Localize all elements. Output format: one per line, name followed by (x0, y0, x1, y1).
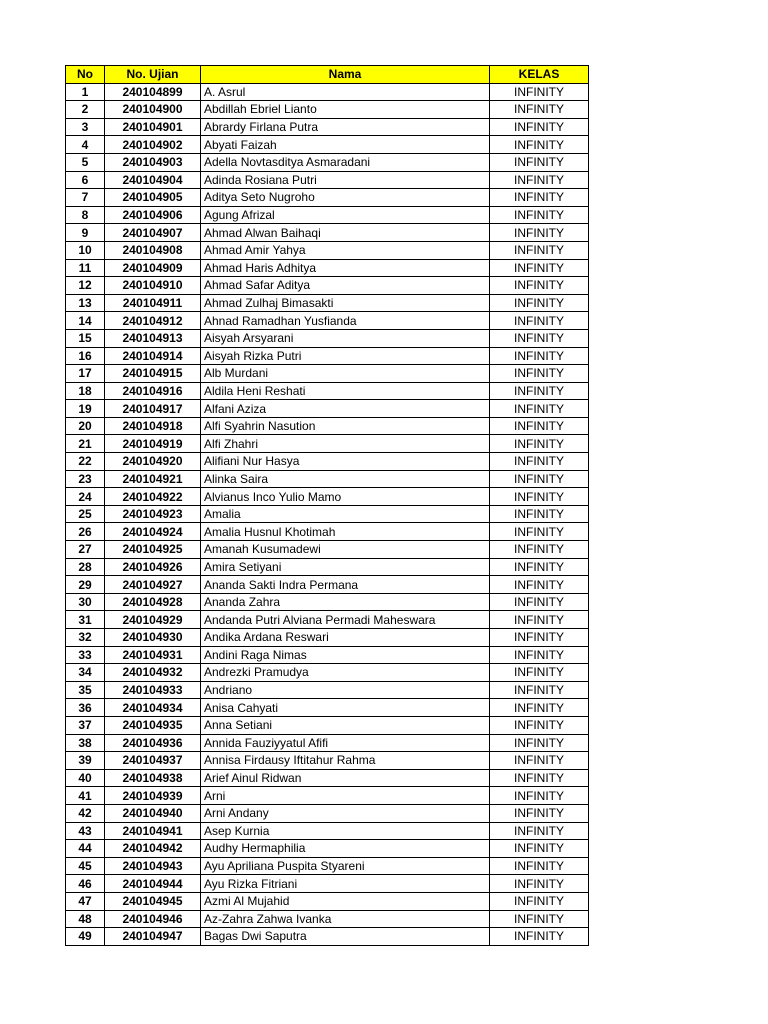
exam-number-cell: 240104915 (105, 365, 201, 383)
row-number-cell: 8 (66, 206, 105, 224)
row-number-cell: 5 (66, 153, 105, 171)
row-number-cell: 15 (66, 329, 105, 347)
name-cell: Alfi Zhahri (201, 435, 490, 453)
class-cell: INFINITY (490, 629, 589, 647)
table-row (66, 576, 589, 594)
class-cell: INFINITY (490, 329, 589, 347)
name-cell: Arni Andany (201, 804, 490, 822)
name-cell: Anna Setiani (201, 716, 490, 734)
table-row (66, 664, 589, 682)
table-row (66, 681, 589, 699)
row-number-cell: 41 (66, 787, 105, 805)
class-cell: INFINITY (490, 189, 589, 207)
name-cell: Ananda Sakti Indra Permana (201, 576, 490, 594)
class-cell: INFINITY (490, 787, 589, 805)
row-number-cell: 1 (66, 83, 105, 101)
class-cell: INFINITY (490, 681, 589, 699)
table-row (66, 523, 589, 541)
class-cell: INFINITY (490, 118, 589, 136)
exam-number-cell: 240104912 (105, 312, 201, 330)
class-cell: INFINITY (490, 206, 589, 224)
class-cell: INFINITY (490, 593, 589, 611)
table-row (66, 277, 589, 295)
class-cell: INFINITY (490, 646, 589, 664)
table-row (66, 611, 589, 629)
row-number-cell: 30 (66, 593, 105, 611)
exam-number-cell: 240104939 (105, 787, 201, 805)
table-row (66, 857, 589, 875)
exam-number-cell: 240104944 (105, 875, 201, 893)
row-number-cell: 25 (66, 505, 105, 523)
table-row (66, 329, 589, 347)
class-cell: INFINITY (490, 277, 589, 295)
class-cell: INFINITY (490, 505, 589, 523)
class-cell: INFINITY (490, 417, 589, 435)
row-number-cell: 48 (66, 910, 105, 928)
table-row (66, 224, 589, 242)
table-row (66, 365, 589, 383)
row-number-cell: 20 (66, 417, 105, 435)
name-cell: Asep Kurnia (201, 822, 490, 840)
name-cell: Ananda Zahra (201, 593, 490, 611)
exam-number-cell: 240104923 (105, 505, 201, 523)
table-row (66, 769, 589, 787)
class-cell: INFINITY (490, 435, 589, 453)
header-row (66, 66, 589, 84)
row-number-cell: 9 (66, 224, 105, 242)
exam-number-cell: 240104938 (105, 769, 201, 787)
row-number-cell: 40 (66, 769, 105, 787)
table-row (66, 153, 589, 171)
header-no-ujian: No. Ujian (105, 66, 201, 84)
exam-number-cell: 240104934 (105, 699, 201, 717)
class-cell: INFINITY (490, 136, 589, 154)
exam-number-cell: 240104914 (105, 347, 201, 365)
table-row (66, 83, 589, 101)
class-cell: INFINITY (490, 576, 589, 594)
exam-number-cell: 240104919 (105, 435, 201, 453)
name-cell: Alvianus Inco Yulio Mamo (201, 488, 490, 506)
table-row (66, 171, 589, 189)
exam-number-cell: 240104936 (105, 734, 201, 752)
table-row (66, 840, 589, 858)
class-cell: INFINITY (490, 153, 589, 171)
exam-number-cell: 240104918 (105, 417, 201, 435)
row-number-cell: 17 (66, 365, 105, 383)
class-cell: INFINITY (490, 558, 589, 576)
class-cell: INFINITY (490, 769, 589, 787)
class-cell: INFINITY (490, 611, 589, 629)
table-row (66, 804, 589, 822)
exam-number-cell: 240104931 (105, 646, 201, 664)
table-body (66, 83, 589, 945)
class-cell: INFINITY (490, 83, 589, 101)
name-cell: Adinda Rosiana Putri (201, 171, 490, 189)
row-number-cell: 3 (66, 118, 105, 136)
row-number-cell: 39 (66, 752, 105, 770)
name-cell: Aisyah Rizka Putri (201, 347, 490, 365)
table-row (66, 752, 589, 770)
exam-number-cell: 240104899 (105, 83, 201, 101)
exam-number-cell: 240104903 (105, 153, 201, 171)
exam-number-cell: 240104925 (105, 541, 201, 559)
class-cell: INFINITY (490, 294, 589, 312)
exam-number-cell: 240104906 (105, 206, 201, 224)
table-row (66, 435, 589, 453)
row-number-cell: 14 (66, 312, 105, 330)
row-number-cell: 42 (66, 804, 105, 822)
name-cell: Annida Fauziyyatul Afifi (201, 734, 490, 752)
row-number-cell: 47 (66, 892, 105, 910)
row-number-cell: 26 (66, 523, 105, 541)
row-number-cell: 28 (66, 558, 105, 576)
class-cell: INFINITY (490, 453, 589, 471)
table-row (66, 488, 589, 506)
row-number-cell: 12 (66, 277, 105, 295)
class-cell: INFINITY (490, 875, 589, 893)
header-nama: Nama (201, 66, 490, 84)
row-number-cell: 4 (66, 136, 105, 154)
name-cell: Andini Raga Nimas (201, 646, 490, 664)
class-cell: INFINITY (490, 224, 589, 242)
row-number-cell: 22 (66, 453, 105, 471)
table-row (66, 787, 589, 805)
row-number-cell: 33 (66, 646, 105, 664)
exam-number-cell: 240104916 (105, 382, 201, 400)
table-row (66, 189, 589, 207)
name-cell: Ayu Rizka Fitriani (201, 875, 490, 893)
exam-number-cell: 240104920 (105, 453, 201, 471)
table-row (66, 716, 589, 734)
exam-number-cell: 240104943 (105, 857, 201, 875)
class-cell: INFINITY (490, 716, 589, 734)
row-number-cell: 18 (66, 382, 105, 400)
header-kelas: KELAS (490, 66, 589, 84)
row-number-cell: 34 (66, 664, 105, 682)
row-number-cell: 36 (66, 699, 105, 717)
table-row (66, 505, 589, 523)
table-row (66, 400, 589, 418)
row-number-cell: 2 (66, 101, 105, 119)
table-row (66, 417, 589, 435)
name-cell: Alinka Saira (201, 470, 490, 488)
exam-number-cell: 240104900 (105, 101, 201, 119)
name-cell: Arief Ainul Ridwan (201, 769, 490, 787)
name-cell: Ahmad Haris Adhitya (201, 259, 490, 277)
table-row (66, 294, 589, 312)
class-cell: INFINITY (490, 752, 589, 770)
exam-number-cell: 240104930 (105, 629, 201, 647)
name-cell: Agung Afrizal (201, 206, 490, 224)
exam-number-cell: 240104910 (105, 277, 201, 295)
row-number-cell: 16 (66, 347, 105, 365)
class-cell: INFINITY (490, 312, 589, 330)
class-cell: INFINITY (490, 241, 589, 259)
class-cell: INFINITY (490, 382, 589, 400)
class-cell: INFINITY (490, 840, 589, 858)
class-cell: INFINITY (490, 171, 589, 189)
name-cell: Amalia Husnul Khotimah (201, 523, 490, 541)
name-cell: Abyati Faizah (201, 136, 490, 154)
exam-number-cell: 240104946 (105, 910, 201, 928)
table-row (66, 453, 589, 471)
name-cell: Ahnad Ramadhan Yusfianda (201, 312, 490, 330)
exam-number-cell: 240104911 (105, 294, 201, 312)
table-row (66, 629, 589, 647)
row-number-cell: 10 (66, 241, 105, 259)
name-cell: Ahmad Zulhaj Bimasakti (201, 294, 490, 312)
class-cell: INFINITY (490, 101, 589, 119)
class-cell: INFINITY (490, 259, 589, 277)
name-cell: Andriano (201, 681, 490, 699)
class-cell: INFINITY (490, 470, 589, 488)
class-cell: INFINITY (490, 699, 589, 717)
class-cell: INFINITY (490, 822, 589, 840)
row-number-cell: 19 (66, 400, 105, 418)
class-cell: INFINITY (490, 488, 589, 506)
exam-number-cell: 240104922 (105, 488, 201, 506)
name-cell: Andanda Putri Alviana Permadi Maheswara (201, 611, 490, 629)
name-cell: Abrardy Firlana Putra (201, 118, 490, 136)
name-cell: Amanah Kusumadewi (201, 541, 490, 559)
table-row (66, 259, 589, 277)
exam-number-cell: 240104901 (105, 118, 201, 136)
name-cell: Andrezki Pramudya (201, 664, 490, 682)
name-cell: Alifiani Nur Hasya (201, 453, 490, 471)
table-row (66, 646, 589, 664)
table-row (66, 593, 589, 611)
class-cell: INFINITY (490, 347, 589, 365)
table-row (66, 734, 589, 752)
row-number-cell: 37 (66, 716, 105, 734)
table-row (66, 470, 589, 488)
table-row (66, 558, 589, 576)
table-row (66, 347, 589, 365)
row-number-cell: 35 (66, 681, 105, 699)
class-cell: INFINITY (490, 734, 589, 752)
name-cell: Ahmad Alwan Baihaqi (201, 224, 490, 242)
row-number-cell: 27 (66, 541, 105, 559)
exam-number-cell: 240104921 (105, 470, 201, 488)
table-row (66, 699, 589, 717)
row-number-cell: 31 (66, 611, 105, 629)
table-row (66, 928, 589, 946)
row-number-cell: 46 (66, 875, 105, 893)
row-number-cell: 21 (66, 435, 105, 453)
table-row (66, 241, 589, 259)
exam-number-cell: 240104924 (105, 523, 201, 541)
exam-number-cell: 240104932 (105, 664, 201, 682)
exam-number-cell: 240104933 (105, 681, 201, 699)
row-number-cell: 24 (66, 488, 105, 506)
exam-number-cell: 240104909 (105, 259, 201, 277)
class-cell: INFINITY (490, 928, 589, 946)
table-row (66, 822, 589, 840)
name-cell: Amalia (201, 505, 490, 523)
name-cell: Anisa Cahyati (201, 699, 490, 717)
exam-number-cell: 240104927 (105, 576, 201, 594)
name-cell: Alfi Syahrin Nasution (201, 417, 490, 435)
row-number-cell: 44 (66, 840, 105, 858)
name-cell: Abdillah Ebriel Lianto (201, 101, 490, 119)
exam-number-cell: 240104942 (105, 840, 201, 858)
table-row (66, 382, 589, 400)
table-row (66, 541, 589, 559)
table-row (66, 892, 589, 910)
exam-number-cell: 240104945 (105, 892, 201, 910)
class-cell: INFINITY (490, 857, 589, 875)
exam-number-cell: 240104905 (105, 189, 201, 207)
name-cell: Aditya Seto Nugroho (201, 189, 490, 207)
exam-number-cell: 240104913 (105, 329, 201, 347)
header-no: No (66, 66, 105, 84)
name-cell: Bagas Dwi Saputra (201, 928, 490, 946)
class-cell: INFINITY (490, 365, 589, 383)
name-cell: Azmi Al Mujahid (201, 892, 490, 910)
class-cell: INFINITY (490, 523, 589, 541)
row-number-cell: 6 (66, 171, 105, 189)
row-number-cell: 11 (66, 259, 105, 277)
exam-number-cell: 240104902 (105, 136, 201, 154)
row-number-cell: 43 (66, 822, 105, 840)
exam-number-cell: 240104908 (105, 241, 201, 259)
exam-number-cell: 240104940 (105, 804, 201, 822)
name-cell: Amira Setiyani (201, 558, 490, 576)
exam-number-cell: 240104917 (105, 400, 201, 418)
name-cell: Alfani Aziza (201, 400, 490, 418)
exam-number-cell: 240104947 (105, 928, 201, 946)
name-cell: Aisyah Arsyarani (201, 329, 490, 347)
exam-number-cell: 240104928 (105, 593, 201, 611)
name-cell: Ayu Apriliana Puspita Styareni (201, 857, 490, 875)
exam-number-cell: 240104937 (105, 752, 201, 770)
row-number-cell: 7 (66, 189, 105, 207)
exam-number-cell: 240104935 (105, 716, 201, 734)
table-row (66, 875, 589, 893)
name-cell: Ahmad Safar Aditya (201, 277, 490, 295)
exam-number-cell: 240104926 (105, 558, 201, 576)
name-cell: Arni (201, 787, 490, 805)
name-cell: Ahmad Amir Yahya (201, 241, 490, 259)
student-list-table (65, 65, 589, 946)
table-row (66, 101, 589, 119)
name-cell: Andika Ardana Reswari (201, 629, 490, 647)
name-cell: Az-Zahra Zahwa Ivanka (201, 910, 490, 928)
name-cell: Annisa Firdausy Iftitahur Rahma (201, 752, 490, 770)
name-cell: A. Asrul (201, 83, 490, 101)
row-number-cell: 45 (66, 857, 105, 875)
name-cell: Adella Novtasditya Asmaradani (201, 153, 490, 171)
row-number-cell: 13 (66, 294, 105, 312)
name-cell: Alb Murdani (201, 365, 490, 383)
class-cell: INFINITY (490, 664, 589, 682)
class-cell: INFINITY (490, 804, 589, 822)
table-row (66, 136, 589, 154)
row-number-cell: 23 (66, 470, 105, 488)
class-cell: INFINITY (490, 541, 589, 559)
row-number-cell: 49 (66, 928, 105, 946)
class-cell: INFINITY (490, 910, 589, 928)
name-cell: Audhy Hermaphilia (201, 840, 490, 858)
exam-number-cell: 240104941 (105, 822, 201, 840)
table-row (66, 118, 589, 136)
class-cell: INFINITY (490, 400, 589, 418)
table-row (66, 910, 589, 928)
name-cell: Aldila Heni Reshati (201, 382, 490, 400)
row-number-cell: 29 (66, 576, 105, 594)
class-cell: INFINITY (490, 892, 589, 910)
row-number-cell: 38 (66, 734, 105, 752)
exam-number-cell: 240104929 (105, 611, 201, 629)
exam-number-cell: 240104907 (105, 224, 201, 242)
exam-number-cell: 240104904 (105, 171, 201, 189)
table-row (66, 312, 589, 330)
row-number-cell: 32 (66, 629, 105, 647)
table-row (66, 206, 589, 224)
